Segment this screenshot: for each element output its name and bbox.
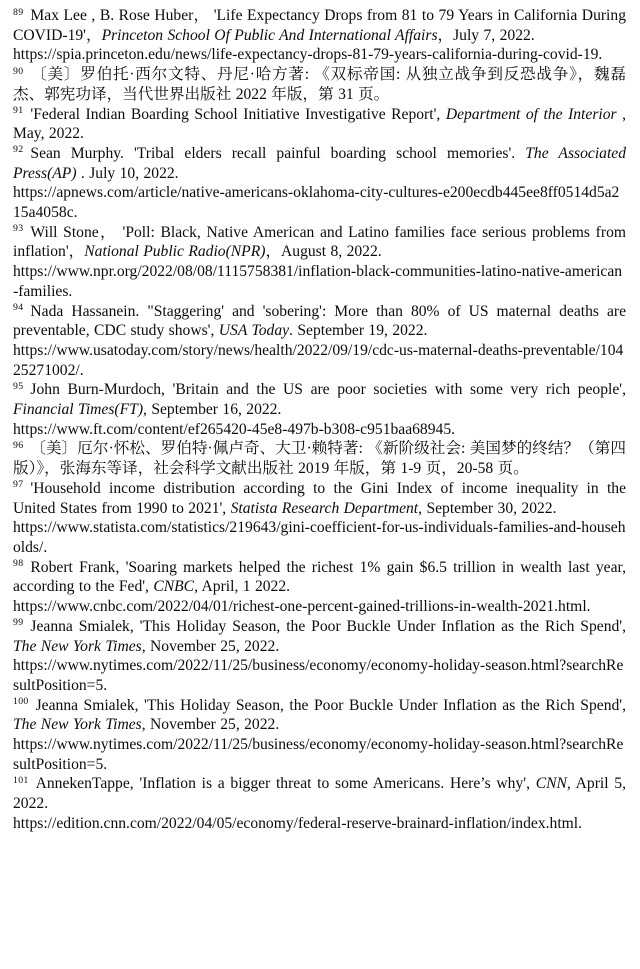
footnote-90 [13, 65, 626, 104]
footnote-url: https://spia.princeton.edu/news/life-expectancy-drops-81-79-years-california-during-covid-19. [13, 46, 603, 64]
footnote-101 [13, 774, 626, 833]
footnote-text: AnnekenTappe, 'Inflation is a bigger threat to some Americans. Here’s why', [35, 775, 536, 793]
source-name: Department of the Interior [445, 105, 617, 123]
footnotes-list [13, 6, 626, 834]
footnote-text: , May, 2022. [13, 105, 627, 143]
footnote-url: https://edition.cnn.com/2022/04/05/economy/federal-reserve-brainard-inflation/index.html. [13, 814, 583, 832]
source-name: Statista Research Department [230, 499, 419, 517]
footnote-number: 101 [13, 774, 29, 786]
footnote-url: https://www.cnbc.com/2022/04/01/richest-one-percent-gained-trillions-in-wealth-2021.html. [13, 598, 591, 616]
source-name: CNBC [153, 578, 195, 596]
source-name: CNN [535, 775, 567, 793]
footnote-text: Nada Hassanein. "Staggering' and 'sobering': More than 80% of US maternal deaths are preventable, CDC study shows', [13, 302, 626, 340]
footnote-url: https://apnews.com/article/native-americans-oklahoma-city-cultures-e200ecdb445ee8ff0514d5a215a4058c. [13, 184, 620, 222]
footnote-text: 〔美〕厄尔·怀松、罗伯特·佩卢奇、大卫·赖特著: 《新阶级社会: 美国梦的终结？（第四版）》，张海东等译，社会科学文献出版社 2019 年版，第 1-9 页，20-58 页。 [13, 440, 626, 478]
source-name: USA Today [218, 322, 290, 340]
source-name: The New York Times [13, 637, 142, 655]
footnote-94 [13, 302, 626, 381]
footnote-text: Sean Murphy. 'Tribal elders recall painful boarding school memories'. [30, 144, 526, 162]
footnote-text: Will Stone， 'Poll: Black, Native American and Latino families face serious problems from inflation'， [13, 223, 626, 261]
footnote-number: 97 [13, 479, 24, 491]
footnote-url: https://www.usatoday.com/story/news/health/2022/09/19/cdc-us-maternal-deaths-preventable/10425271002/. [13, 341, 624, 379]
footnote-89 [13, 6, 626, 65]
source-name: Princeton School Of Public And International Affairs [101, 26, 438, 44]
footnote-95 [13, 380, 626, 439]
footnote-number: 100 [13, 696, 29, 708]
footnote-number: 90 [13, 65, 24, 77]
footnote-url: https://www.nytimes.com/2022/11/25/business/economy/economy-holiday-season.html?searchResultPosition=5. [13, 736, 624, 773]
source-name: Financial Times(FT) [13, 401, 144, 419]
footnote-text: , November 25, 2022. [141, 716, 280, 734]
footnote-number: 98 [13, 558, 24, 570]
source-name: National Public Radio(NPR) [84, 243, 266, 261]
footnote-91 [13, 105, 626, 144]
footnote-number: 99 [13, 617, 24, 629]
footnote-number: 96 [13, 439, 24, 451]
footnote-url: https://www.statista.com/statistics/219643/gini-coefficient-for-us-individuals-families-and-households/. [13, 519, 626, 556]
footnote-text: Jeanna Smialek, 'This Holiday Season, the Poor Buckle Under Inflation as the Rich Spend', [30, 617, 626, 635]
footnote-97 [13, 479, 626, 558]
footnote-96 [13, 439, 626, 478]
footnote-number: 89 [13, 6, 24, 18]
footnote-text: John Burn-Murdoch, 'Britain and the US are poor societies with some very rich people', [30, 381, 626, 399]
footnote-number: 95 [13, 380, 24, 392]
footnote-100 [13, 696, 626, 775]
source-name: The Associated Press(AP) [13, 144, 626, 182]
footnote-99 [13, 617, 626, 696]
footnote-url: https://www.npr.org/2022/08/08/1115758381/inflation-black-communities-latino-native-american-families. [13, 263, 623, 300]
footnote-text: Max Lee , B. Rose Huber， 'Life Expectancy Drops from 81 to 79 Years in California During COVID-19'， [13, 7, 626, 44]
footnote-text: , April, 1 2022. [194, 578, 291, 596]
footnote-number: 92 [13, 144, 24, 156]
footnote-number: 91 [13, 105, 24, 117]
footnote-text: ，August 8, 2022. [265, 243, 382, 261]
footnote-text: 〔美〕罗伯托·西尔文特、丹尼·哈方著: 《双标帝国: 从独立战争到反恐战争》，魏磊杰、郭宪功译，当代世界出版社 2022 年版，第 31 页。 [13, 66, 626, 103]
footnote-url: https://www.ft.com/content/ef265420-45e8-497b-b308-c951baa68945. [13, 420, 456, 438]
footnote-93 [13, 223, 626, 302]
footnote-text: , April 5, 2022. [13, 775, 626, 813]
footnote-text: , September 30, 2022. [418, 499, 557, 517]
footnote-text: Jeanna Smialek, 'This Holiday Season, the Poor Buckle Under Inflation as the Rich Spend', [35, 696, 626, 714]
footnote-text: 'Household income distribution according to the Gini Index of income inequality in the United States from 1990 to 2021', [13, 479, 626, 517]
footnote-text: . July 10, 2022. [76, 164, 179, 182]
footnote-98 [13, 558, 626, 617]
footnote-text: ，July 7, 2022. [437, 26, 535, 44]
footnote-text: 'Federal Indian Boarding School Initiative Investigative Report', [30, 105, 446, 123]
footnote-text: . September 19, 2022. [289, 322, 428, 340]
footnote-92 [13, 144, 626, 223]
footnote-text: , November 25, 2022. [141, 637, 280, 655]
footnote-text: Robert Frank, 'Soaring markets helped the richest 1% gain $6.5 trillion in wealth last year, according to the Fed', [13, 558, 626, 596]
source-name: The New York Times [13, 716, 142, 734]
footnote-text: , September 16, 2022. [143, 401, 282, 419]
footnote-number: 93 [13, 223, 24, 235]
footnote-number: 94 [13, 302, 24, 314]
footnote-url: https://www.nytimes.com/2022/11/25/business/economy/economy-holiday-season.html?searchResultPosition=5. [13, 657, 624, 694]
